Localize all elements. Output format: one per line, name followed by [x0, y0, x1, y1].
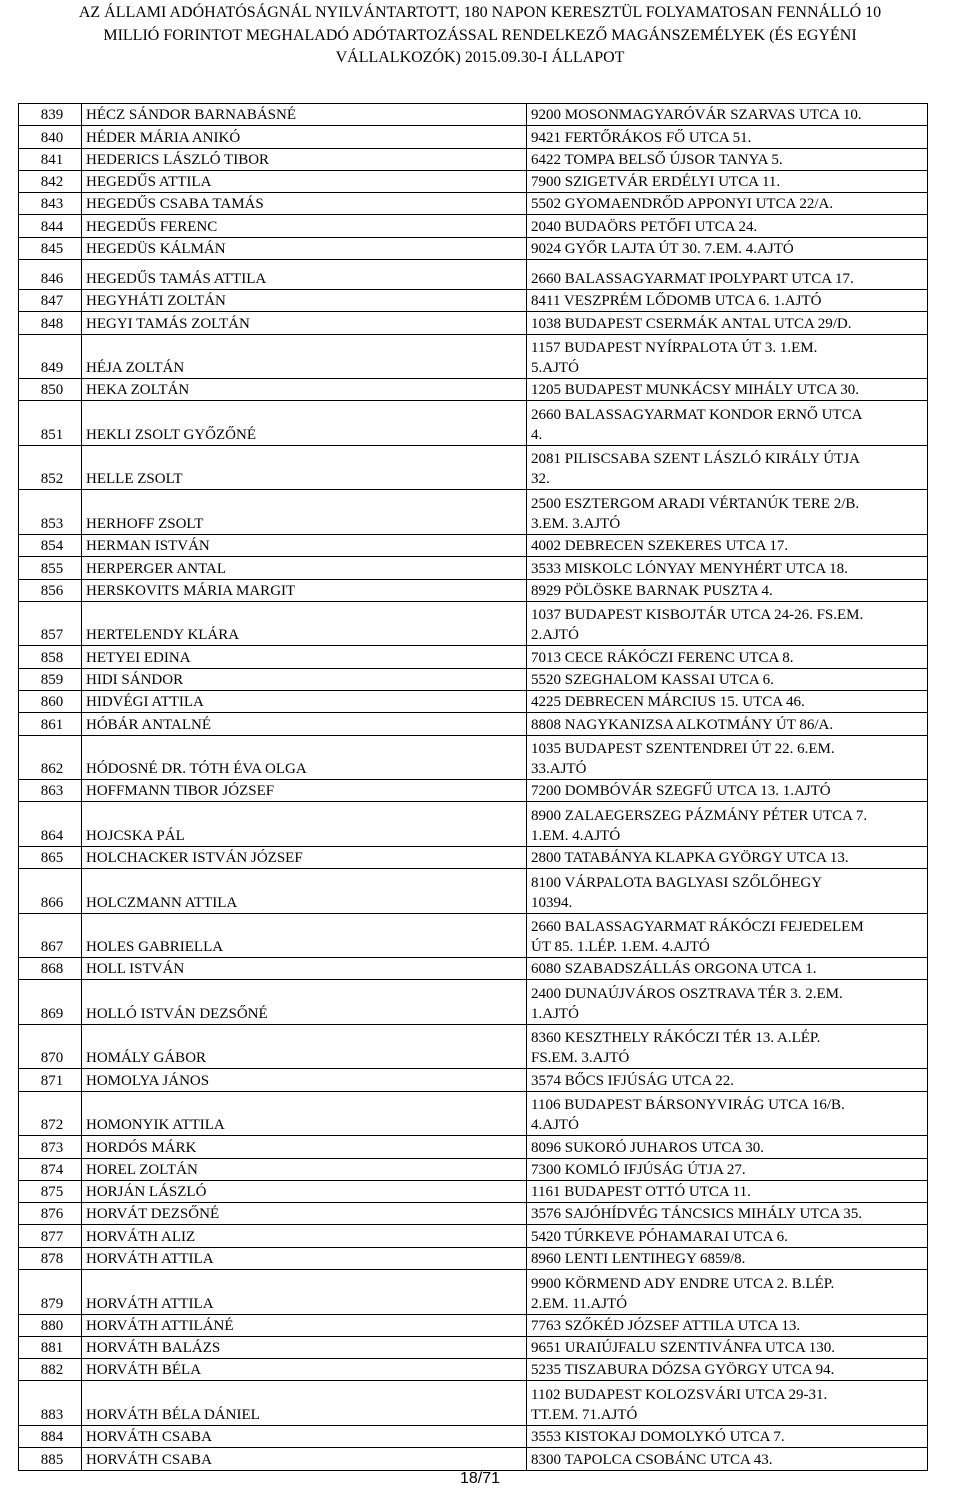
- address-line-1: 1106 BUDAPEST BÁRSONYVIRÁG UTCA 16/B.: [531, 1097, 845, 1114]
- row-number: 842: [19, 170, 82, 192]
- table-row: [19, 260, 928, 290]
- row-number: 852: [19, 445, 82, 490]
- taxpayer-name: HORJÁN LÁSZLÓ: [82, 1180, 527, 1202]
- taxpayer-address: [527, 490, 928, 535]
- taxpayer-address: [527, 1024, 928, 1069]
- taxpayer-address: 8929 PÖLÖSKE BARNAK PUSZTA 4.: [527, 579, 928, 601]
- taxpayer-name: HORVÁTH ATTILA: [82, 1247, 527, 1269]
- taxpayer-address: [527, 802, 928, 847]
- table-row: [19, 148, 928, 170]
- row-number: 840: [19, 126, 82, 148]
- taxpayer-name: HEGEDÜS KÁLMÁN: [82, 237, 527, 259]
- taxpayer-name: HOLES GABRIELLA: [82, 913, 527, 958]
- taxpayer-name: HORVÁTH ALIZ: [82, 1225, 527, 1247]
- taxpayer-name: HELLE ZSOLT: [82, 445, 527, 490]
- taxpayer-name: HERHOFF ZSOLT: [82, 490, 527, 535]
- table-row: [19, 713, 928, 735]
- row-number: 854: [19, 534, 82, 556]
- taxpayer-address: 6422 TOMPA BELSŐ ÚJSOR TANYA 5.: [527, 148, 928, 170]
- row-number: 872: [19, 1091, 82, 1136]
- taxpayer-address: [527, 869, 928, 914]
- row-number: 848: [19, 312, 82, 334]
- table-row: [19, 1314, 928, 1336]
- row-number: 845: [19, 237, 82, 259]
- taxpayer-address: [527, 735, 928, 780]
- taxpayer-address: [527, 980, 928, 1025]
- row-number: 839: [19, 104, 82, 126]
- taxpayer-address: 8411 VESZPRÉM LŐDOMB UTCA 6. 1.AJTÓ: [527, 290, 928, 312]
- taxpayer-address: [527, 401, 928, 446]
- row-number: 853: [19, 490, 82, 535]
- taxpayer-name: HORVÁTH CSABA: [82, 1448, 527, 1470]
- taxpayer-name: HORVÁTH BÉLA DÁNIEL: [82, 1381, 527, 1426]
- table-row: [19, 312, 928, 334]
- taxpayer-address: 7013 CECE RÁKÓCZI FERENC UTCA 8.: [527, 646, 928, 668]
- taxpayer-address: 9651 URAIÚJFALU SZENTIVÁNFA UTCA 130.: [527, 1336, 928, 1358]
- taxpayer-address: 5420 TÚRKEVE PÓHAMARAI UTCA 6.: [527, 1225, 928, 1247]
- row-number: 851: [19, 401, 82, 446]
- taxpayer-name: HOLLÓ ISTVÁN DEZSŐNÉ: [82, 980, 527, 1025]
- table-row: [19, 1225, 928, 1247]
- row-number: 866: [19, 869, 82, 914]
- row-number: 876: [19, 1203, 82, 1225]
- row-number: 878: [19, 1247, 82, 1269]
- address-line-1: 2500 ESZTERGOM ARADI VÉRTANÚK TERE 2/B.: [531, 495, 860, 512]
- taxpayer-name: HORVÁTH BALÁZS: [82, 1336, 527, 1358]
- taxpayer-name: HORVÁTH BÉLA: [82, 1359, 527, 1381]
- address-line-1: 9900 KÖRMEND ADY ENDRE UTCA 2. B.LÉP.: [531, 1275, 835, 1292]
- row-number: 874: [19, 1158, 82, 1180]
- taxpayer-name: HOLL ISTVÁN: [82, 958, 527, 980]
- address-line-2: 4.: [531, 426, 543, 443]
- table-row: [19, 1381, 928, 1426]
- taxpayer-name: HIDVÉGI ATTILA: [82, 690, 527, 712]
- table-row: [19, 1336, 928, 1358]
- taxpayer-name: HEDERICS LÁSZLÓ TIBOR: [82, 148, 527, 170]
- row-number: 849: [19, 334, 82, 379]
- row-number: 855: [19, 557, 82, 579]
- taxpayer-address: [527, 334, 928, 379]
- taxpayer-address: 8808 NAGYKANIZSA ALKOTMÁNY ÚT 86/A.: [527, 713, 928, 735]
- row-number: 870: [19, 1024, 82, 1069]
- table-row: [19, 913, 928, 958]
- row-number: 850: [19, 379, 82, 401]
- table-row: [19, 104, 928, 126]
- table-row: [19, 1247, 928, 1269]
- taxpayer-address: 1038 BUDAPEST CSERMÁK ANTAL UTCA 29/D.: [527, 312, 928, 334]
- taxpayer-address: 1205 BUDAPEST MUNKÁCSY MIHÁLY UTCA 30.: [527, 379, 928, 401]
- taxpayer-address: [527, 913, 928, 958]
- table-row: [19, 334, 928, 379]
- row-number: 864: [19, 802, 82, 847]
- table-row: [19, 1024, 928, 1069]
- table-row: [19, 1091, 928, 1136]
- taxpayer-name: HORVÁTH ATTILA: [82, 1270, 527, 1315]
- taxpayer-address: 9200 MOSONMAGYARÓVÁR SZARVAS UTCA 10.: [527, 104, 928, 126]
- taxpayer-name: HEGEDŰS TAMÁS ATTILA: [82, 260, 527, 290]
- taxpayer-address: 7763 SZŐKÉD JÓZSEF ATTILA UTCA 13.: [527, 1314, 928, 1336]
- taxpayer-name: HERPERGER ANTAL: [82, 557, 527, 579]
- taxpayer-name: HEGEDŰS CSABA TAMÁS: [82, 193, 527, 215]
- table-row: [19, 846, 928, 868]
- row-number: 869: [19, 980, 82, 1025]
- row-number: 856: [19, 579, 82, 601]
- taxpayer-name: HÓBÁR ANTALNÉ: [82, 713, 527, 735]
- row-number: 882: [19, 1359, 82, 1381]
- taxpayer-address: 7300 KOMLÓ IFJÚSÁG ÚTJA 27.: [527, 1158, 928, 1180]
- taxpayer-address: 3574 BŐCS IFJÚSÁG UTCA 22.: [527, 1069, 928, 1091]
- taxpayer-address: 2040 BUDAÖRS PETŐFI UTCA 24.: [527, 215, 928, 237]
- taxpayer-address: 3553 KISTOKAJ DOMOLYKÓ UTCA 7.: [527, 1425, 928, 1447]
- address-line-1: 8900 ZALAEGERSZEG PÁZMÁNY PÉTER UTCA 7.: [531, 807, 868, 824]
- taxpayer-name: HEGEDŰS FERENC: [82, 215, 527, 237]
- row-number: 877: [19, 1225, 82, 1247]
- taxpayer-address: 8960 LENTI LENTIHEGY 6859/8.: [527, 1247, 928, 1269]
- row-number: 875: [19, 1180, 82, 1202]
- table-row: [19, 445, 928, 490]
- row-number: 863: [19, 780, 82, 802]
- row-number: 860: [19, 690, 82, 712]
- row-number: 862: [19, 735, 82, 780]
- taxpayer-address: 7200 DOMBÓVÁR SZEGFŰ UTCA 13. 1.AJTÓ: [527, 780, 928, 802]
- taxpayer-name: HORVÁT DEZSŐNÉ: [82, 1203, 527, 1225]
- address-line-2: 2.EM. 11.AJTÓ: [531, 1295, 628, 1312]
- table-row: [19, 237, 928, 259]
- address-line-2: 32.: [531, 471, 550, 488]
- row-number: 858: [19, 646, 82, 668]
- row-number: 883: [19, 1381, 82, 1426]
- taxpayer-name: HORVÁTH ATTILÁNÉ: [82, 1314, 527, 1336]
- taxpayer-name: HOFFMANN TIBOR JÓZSEF: [82, 780, 527, 802]
- table-row: [19, 802, 928, 847]
- taxpayer-address: 2660 BALASSAGYARMAT IPOLYPART UTCA 17.: [527, 260, 928, 290]
- taxpayer-name: HÉJA ZOLTÁN: [82, 334, 527, 379]
- taxpayer-name: HERMAN ISTVÁN: [82, 534, 527, 556]
- taxpayer-name: HÉCZ SÁNDOR BARNABÁSNÉ: [82, 104, 527, 126]
- address-line-2: 2.AJTÓ: [531, 627, 579, 644]
- address-line-1: 2660 BALASSAGYARMAT RÁKÓCZI FEJEDELEM: [531, 919, 864, 936]
- row-number: 871: [19, 1069, 82, 1091]
- address-line-2: FS.EM. 3.AJTÓ: [531, 1050, 630, 1067]
- row-number: 861: [19, 713, 82, 735]
- table-row: [19, 780, 928, 802]
- taxpayer-address: 7900 SZIGETVÁR ERDÉLYI UTCA 11.: [527, 170, 928, 192]
- taxpayer-address: [527, 1381, 928, 1426]
- table-row: [19, 1270, 928, 1315]
- row-number: 885: [19, 1448, 82, 1470]
- taxpayer-address: 5235 TISZABURA DÓZSA GYÖRGY UTCA 94.: [527, 1359, 928, 1381]
- taxpayer-name: HORVÁTH CSABA: [82, 1425, 527, 1447]
- taxpayer-address: 4002 DEBRECEN SZEKERES UTCA 17.: [527, 534, 928, 556]
- address-line-2: TT.EM. 71.AJTÓ: [531, 1406, 638, 1423]
- table-row: [19, 126, 928, 148]
- row-number: 844: [19, 215, 82, 237]
- table-row: [19, 980, 928, 1025]
- table-row: [19, 490, 928, 535]
- table-row: [19, 1136, 928, 1158]
- row-number: 868: [19, 958, 82, 980]
- row-number: 846: [19, 260, 82, 290]
- taxpayer-name: HOMÁLY GÁBOR: [82, 1024, 527, 1069]
- table-row: [19, 1158, 928, 1180]
- taxpayer-name: HOREL ZOLTÁN: [82, 1158, 527, 1180]
- table-row: [19, 1069, 928, 1091]
- taxpayer-name: HÓDOSNÉ DR. TÓTH ÉVA OLGA: [82, 735, 527, 780]
- row-number: 867: [19, 913, 82, 958]
- table-row: [19, 401, 928, 446]
- taxpayer-name: HOMONYIK ATTILA: [82, 1091, 527, 1136]
- table-row: [19, 869, 928, 914]
- taxpayer-address: 3533 MISKOLC LÓNYAY MENYHÉRT UTCA 18.: [527, 557, 928, 579]
- address-line-1: 1102 BUDAPEST KOLOZSVÁRI UTCA 29-31.: [531, 1386, 828, 1403]
- address-line-2: 4.AJTÓ: [531, 1117, 579, 1134]
- table-row: [19, 735, 928, 780]
- address-line-2: ÚT 85. 1.LÉP. 1.EM. 4.AJTÓ: [531, 939, 710, 956]
- taxpayer-address: 3576 SAJÓHÍDVÉG TÁNCSICS MIHÁLY UTCA 35.: [527, 1203, 928, 1225]
- address-line-2: 1.AJTÓ: [531, 1005, 579, 1022]
- taxpayer-name: HETYEI EDINA: [82, 646, 527, 668]
- address-line-2: 10394.: [531, 894, 573, 911]
- taxpayer-address: [527, 601, 928, 646]
- taxpayer-table: [18, 103, 928, 1471]
- table-row: [19, 557, 928, 579]
- row-number: 843: [19, 193, 82, 215]
- taxpayer-name: HEGYI TAMÁS ZOLTÁN: [82, 312, 527, 334]
- table-row: [19, 1180, 928, 1202]
- address-line-1: 1157 BUDAPEST NYÍRPALOTA ÚT 3. 1.EM.: [531, 340, 818, 357]
- table-row: [19, 534, 928, 556]
- row-number: 873: [19, 1136, 82, 1158]
- row-number: 865: [19, 846, 82, 868]
- header-line-2: MILLIÓ FORINTOT MEGHALADÓ ADÓTARTOZÁSSAL RENDELKEZŐ MAGÁNSZEMÉLYEK (ÉS EGYÉNI: [103, 26, 857, 44]
- table-row: [19, 601, 928, 646]
- taxpayer-address: 8096 SUKORÓ JUHAROS UTCA 30.: [527, 1136, 928, 1158]
- taxpayer-name: HERTELENDY KLÁRA: [82, 601, 527, 646]
- address-line-1: 1037 BUDAPEST KISBOJTÁR UTCA 24-26. FS.EM.: [531, 607, 864, 624]
- taxpayer-name: HORDÓS MÁRK: [82, 1136, 527, 1158]
- taxpayer-address: 9024 GYŐR LAJTA ÚT 30. 7.EM. 4.AJTÓ: [527, 237, 928, 259]
- taxpayer-table-body: [19, 104, 928, 1471]
- table-row: [19, 668, 928, 690]
- taxpayer-name: HEGYHÁTI ZOLTÁN: [82, 290, 527, 312]
- table-row: [19, 170, 928, 192]
- taxpayer-name: HOMOLYA JÁNOS: [82, 1069, 527, 1091]
- row-number: 841: [19, 148, 82, 170]
- table-row: [19, 1425, 928, 1447]
- address-line-1: 2400 DUNAÚJVÁROS OSZTRAVA TÉR 3. 2.EM.: [531, 985, 843, 1002]
- header-line-1: AZ ÁLLAMI ADÓHATÓSÁGNÁL NYILVÁNTARTOTT, 180 NAPON KERESZTÜL FOLYAMATOSAN FENNÁLLÓ 10: [78, 4, 882, 21]
- taxpayer-address: 9421 FERTŐRÁKOS FŐ UTCA 51.: [527, 126, 928, 148]
- table-row: [19, 379, 928, 401]
- taxpayer-name: HEGEDŰS ATTILA: [82, 170, 527, 192]
- table-row: [19, 1203, 928, 1225]
- row-number: 879: [19, 1270, 82, 1315]
- row-number: 884: [19, 1425, 82, 1447]
- address-line-2: 3.EM. 3.AJTÓ: [531, 515, 621, 532]
- table-row: [19, 193, 928, 215]
- table-row: [19, 215, 928, 237]
- taxpayer-name: HEKLI ZSOLT GYŐZŐNÉ: [82, 401, 527, 446]
- address-line-2: 1.EM. 4.AJTÓ: [531, 827, 621, 844]
- address-line-1: 2660 BALASSAGYARMAT KONDOR ERNŐ UTCA: [531, 406, 863, 423]
- page-number: 18/71: [459, 1470, 501, 1487]
- row-number: 857: [19, 601, 82, 646]
- address-line-2: 33.AJTÓ: [531, 761, 587, 778]
- table-row: [19, 646, 928, 668]
- taxpayer-address: 1161 BUDAPEST OTTÓ UTCA 11.: [527, 1180, 928, 1202]
- table-row: [19, 958, 928, 980]
- taxpayer-name: HEKA ZOLTÁN: [82, 379, 527, 401]
- taxpayer-address: [527, 1270, 928, 1315]
- taxpayer-address: 8300 TAPOLCA CSOBÁNC UTCA 43.: [527, 1448, 928, 1470]
- taxpayer-address: 5520 SZEGHALOM KASSAI UTCA 6.: [527, 668, 928, 690]
- taxpayer-name: HIDI SÁNDOR: [82, 668, 527, 690]
- taxpayer-address: [527, 445, 928, 490]
- taxpayer-address: [527, 1091, 928, 1136]
- table-row: [19, 690, 928, 712]
- taxpayer-name: HERSKOVITS MÁRIA MARGIT: [82, 579, 527, 601]
- taxpayer-name: HOLCHACKER ISTVÁN JÓZSEF: [82, 846, 527, 868]
- row-number: 881: [19, 1336, 82, 1358]
- row-number: 880: [19, 1314, 82, 1336]
- address-line-2: 5.AJTÓ: [531, 360, 579, 377]
- table-row: [19, 1448, 928, 1470]
- taxpayer-address: 4225 DEBRECEN MÁRCIUS 15. UTCA 46.: [527, 690, 928, 712]
- table-row: [19, 290, 928, 312]
- table-row: [19, 1359, 928, 1381]
- taxpayer-name: HÉDER MÁRIA ANIKÓ: [82, 126, 527, 148]
- header-line-3: VÁLLALKOZÓK) 2015.09.30-I ÁLLAPOT: [335, 49, 625, 66]
- address-line-1: 8360 KESZTHELY RÁKÓCZI TÉR 13. A.LÉP.: [531, 1030, 821, 1047]
- taxpayer-name: HOLCZMANN ATTILA: [82, 869, 527, 914]
- row-number: 859: [19, 668, 82, 690]
- taxpayer-name: HOJCSKA PÁL: [82, 802, 527, 847]
- address-line-1: 2081 PILISCSABA SZENT LÁSZLÓ KIRÁLY ÚTJA: [531, 451, 860, 468]
- address-line-1: 8100 VÁRPALOTA BAGLYASI SZŐLŐHEGY: [531, 874, 823, 891]
- taxpayer-address: 6080 SZABADSZÁLLÁS ORGONA UTCA 1.: [527, 958, 928, 980]
- row-number: 847: [19, 290, 82, 312]
- taxpayer-address: 2800 TATABÁNYA KLAPKA GYÖRGY UTCA 13.: [527, 846, 928, 868]
- table-row: [19, 579, 928, 601]
- address-line-1: 1035 BUDAPEST SZENTENDREI ÚT 22. 6.EM.: [531, 741, 835, 758]
- document-header: [0, 2, 960, 70]
- taxpayer-address: 5502 GYOMAENDRŐD APPONYI UTCA 22/A.: [527, 193, 928, 215]
